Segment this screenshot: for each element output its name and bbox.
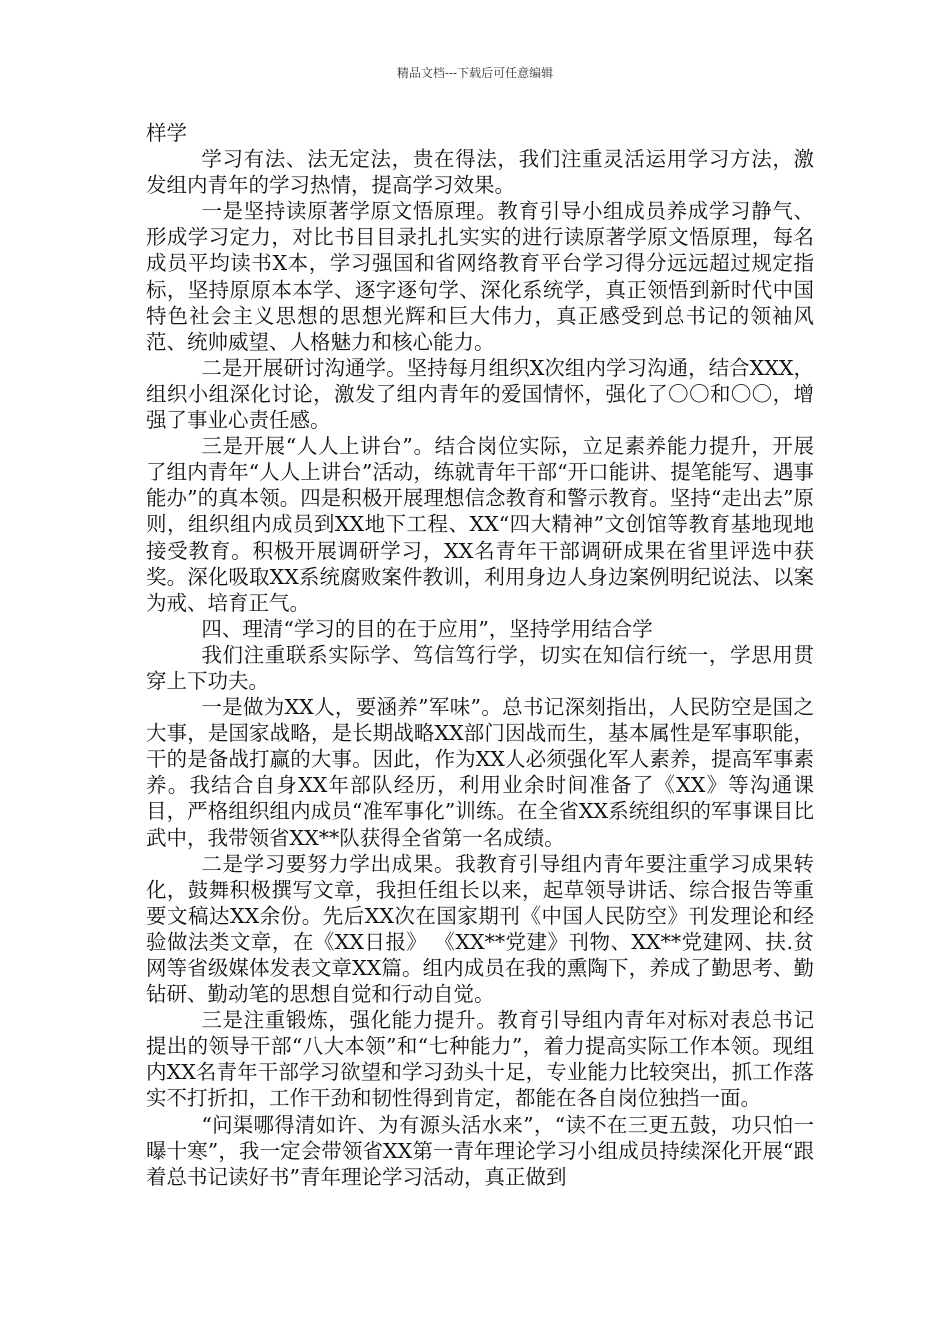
- paragraph: 二是开展研讨沟通学。坚持每月组织X次组内学习沟通，结合XXX，组织小组深化讨论，激发了组内青年的爱国情怀，强化了〇〇和〇〇，增强了事业心责任感。: [146, 355, 814, 433]
- document-body: [146, 120, 814, 1190]
- paragraph: “问渠哪得清如许、为有源头活水来”，“读不在三更五鼓，功只怕一曝十寒”，我一定会带领省XX第一青年理论学习小组成员持续深化开展“跟着总书记读好书”青年理论学习活动，真正做到: [146, 1112, 814, 1189]
- paragraph: 一是做为XX人，要涵养”军味”。总书记深刻指出，人民防空是国之大事，是国家战略，是长期战略XX部门因战而生，基本属性是军事职能，干的是备战打赢的大事。因此，作为XX人必须强化军人素养，提高军事素养。我结合自身XX年部队经历，利用业余时间准备了《XX》等沟通课目，严格组织组内成员“准军事化”训练。在全省XX系统组织的军事课目比武中，我带领省XX**队获得全省第一名成绩。: [146, 695, 814, 850]
- paragraph: 三是开展“人人上讲台”。结合岗位实际，立足素养能力提升，开展了组内青年“人人上讲台”活动，练就青年干部“开口能讲、提笔能写、遇事能办”的真本领。四是积极开展理想信念教育和警示教育。坚持“走出去”原则，组织组内成员到XX地下工程、XX“四大精神”文创馆等教育基地现地接受教育。积极开展调研学习，XX名青年干部调研成果在省里评选中获奖。深化吸取XX系统腐败案件教训，利用身边人身边案例明纪说法、以案为戒、培育正气。: [146, 434, 814, 615]
- paragraph: 学习有法、法无定法，贵在得法，我们注重灵活运用学习方法，激发组内青年的学习热情，提高学习效果。: [146, 147, 814, 198]
- paragraph: 三是注重锻炼，强化能力提升。教育引导组内青年对标对表总书记提出的领导干部“八大本领”和“七种能力”，着力提高实际工作本领。现组内XX名青年干部学习欲望和学习劲头十足，专业能力比较突出，抓工作落实不打折扣，工作干劲和韧性得到肯定，都能在各自岗位独挡一面。: [146, 1008, 814, 1111]
- page-header: 精品文档---下载后可任意编辑: [396, 66, 554, 80]
- paragraph: 二是学习要努力学出成果。我教育引导组内青年要注重学习成果转化，鼓舞积极撰写文章，我担任组长以来，起草领导讲话、综合报告等重要文稿达XX余份。先后XX次在国家期刊《中国人民防空》刊发理论和经验做法类文章，在《XX日报》 《XX**党建》刊物、XX**党建网、扶.贫网等省级媒体发表文章XX篇。组内成员在我的熏陶下，养成了勤思考、勤钻研、勤动笔的思想自觉和行动自觉。: [146, 851, 814, 1007]
- paragraph-heading-fragment: 样学: [146, 121, 187, 145]
- section-heading: 四、理清“学习的目的在于应用”，坚持学用结合学: [201, 616, 653, 641]
- paragraph: 我们注重联系实际学、笃信笃行学，切实在知信行统一，学思用贯穿上下功夫。: [146, 642, 814, 693]
- paragraph: 一是坚持读原著学原文悟原理。教育引导小组成员养成学习静气、形成学习定力，对比书目目录扎扎实实的进行读原著学原文悟原理，每名成员平均读书X本，学习强国和省网络教育平台学习得分远远超过规定指标，坚持原原本本学、逐字逐句学、深化系统学，真正领悟到新时代中国特色社会主义思想的思想光辉和巨大伟力，真正感受到总书记的领袖风范、统帅威望、人格魅力和核心能力。: [146, 199, 814, 354]
